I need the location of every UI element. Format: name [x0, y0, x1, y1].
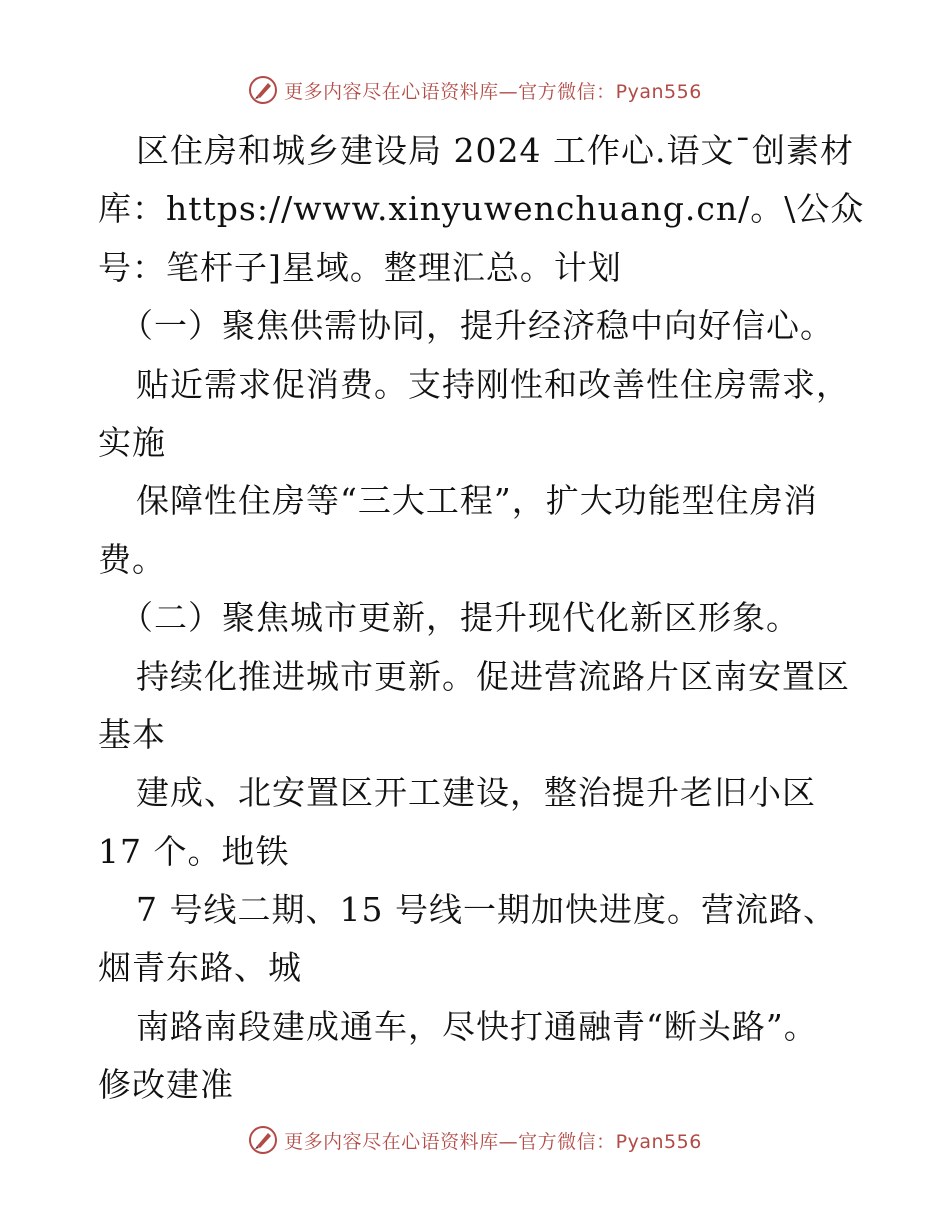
text-line: 保障性住房等“三大工程”，扩大功能型住房消	[136, 481, 818, 521]
text-line: 烟青东路、城	[98, 948, 302, 988]
text-line: 费。	[98, 539, 166, 579]
text-line: 建成、北安置区开工建设，整治提升老旧小区	[136, 773, 816, 813]
quill-pen-logo-icon	[248, 75, 278, 105]
text-line: 号：笔杆子]星域。整理汇总。计划	[98, 247, 622, 287]
text-line: 持续化推进城市更新。促进营流路片区南安置区	[136, 656, 850, 696]
watermark-text: 更多内容尽在心语资料库—官方微信：Pyan556	[284, 1130, 702, 1153]
section-heading: （一）聚焦供需协同，提升经济稳中向好信心。	[120, 306, 834, 346]
header-watermark-banner	[0, 70, 950, 110]
text-line: 基本	[98, 714, 166, 754]
quill-pen-logo-icon	[248, 1125, 278, 1155]
section-heading: （二）聚焦城市更新，提升现代化新区形象。	[120, 598, 800, 638]
text-line: 贴近需求促消费。支持刚性和改善性住房需求，	[136, 364, 850, 404]
document-body	[98, 122, 865, 1115]
footer-watermark-banner	[0, 1120, 950, 1160]
text-line: 实施	[98, 422, 166, 462]
text-line: 17 个。地铁	[98, 831, 290, 871]
text-line: 修改建准	[98, 1065, 234, 1105]
text-line: 南路南段建成通车，尽快打通融青“断头路”。	[136, 1006, 818, 1046]
text-line: 区住房和城乡建设局 2024 工作心.语文¯创素材	[136, 131, 854, 170]
text-line: 库：https://www.xinyuwenchuang.cn/。\公众	[98, 189, 865, 229]
watermark-text: 更多内容尽在心语资料库—官方微信：Pyan556	[284, 80, 702, 103]
text-line: 7 号线二期、15 号线一期加快进度。营流路、	[136, 890, 837, 930]
